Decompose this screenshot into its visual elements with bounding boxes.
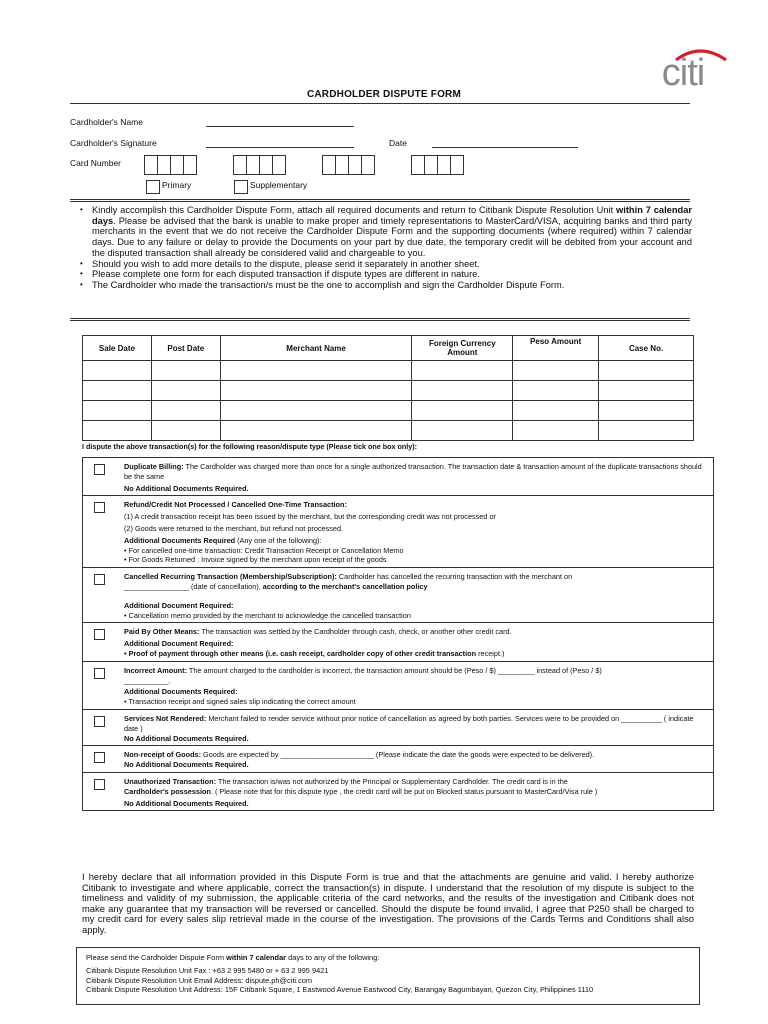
reason-5-text-2: ___________. xyxy=(124,675,171,685)
reason-1-text: The Cardholder was charged more than once for a single authorized transaction. The transaction date & transaction amount of the duplicate transactions should be the same xyxy=(124,462,702,481)
table-cell[interactable] xyxy=(412,361,513,381)
instruction-2: • Should you wish to add more details to the dispute, please send it separately in another sheet. xyxy=(80,259,692,270)
cardholder-signature-field[interactable] xyxy=(206,147,354,148)
form-title: CARDHOLDER DISPUTE FORM xyxy=(306,89,462,100)
instruction-3: • Please complete one form for each disputed transaction if dispute types are different in nature. xyxy=(80,269,692,280)
instruction-4: • The Cardholder who made the transaction/s must be the one to accomplish and sign the Cardholder Dispute Form. xyxy=(80,280,692,291)
table-cell[interactable] xyxy=(151,381,220,401)
refund-not-processed-checkbox[interactable] xyxy=(94,502,105,513)
reason-3-title: Cancelled Recurring Transaction (Membership/Subscription): xyxy=(124,572,337,582)
citi-logo-text: citi xyxy=(661,52,705,88)
table-cell[interactable] xyxy=(599,421,694,441)
transaction-table xyxy=(82,335,694,441)
table-cell[interactable] xyxy=(412,401,513,421)
card-number-group-4[interactable] xyxy=(411,155,464,175)
instructions-top-rule xyxy=(70,199,690,202)
table-cell[interactable] xyxy=(220,421,412,441)
cardholder-name-label: Cardholder's Name xyxy=(70,117,143,127)
date-label: Date xyxy=(389,138,407,148)
reason-2-doc-2: • For Goods Returned : Invoice signed by the merchant upon receipt of the goods xyxy=(124,555,387,565)
reason-services-not-rendered xyxy=(83,710,713,746)
primary-label: Primary xyxy=(162,180,192,190)
reason-8-text: The transaction is/was not authorized by the Principal or Supplementary Cardholder. The credit card is in the xyxy=(216,776,568,786)
table-cell[interactable] xyxy=(513,361,599,381)
header-post-date: Post Date xyxy=(151,336,220,361)
table-row xyxy=(83,421,694,441)
table-row xyxy=(83,381,694,401)
table-row xyxy=(83,401,694,421)
reason-8-title: Unauthorized Transaction: xyxy=(124,776,217,786)
table-cell[interactable] xyxy=(83,361,152,381)
footer-address: Citibank Dispute Resolution Unit Address: 15F Citibank Square, 1 Eastwood Avenue Eastwood City, Barangay Bagumbayan, Quezon City, Philippines 1110 xyxy=(86,985,594,995)
primary-checkbox[interactable] xyxy=(146,180,160,194)
reason-2-title: Refund/Credit Not Processed / Cancelled One-Time Transaction: xyxy=(124,500,347,510)
instruction-1-part-a: Kindly accomplish this Cardholder Dispute Form, attach all required documents and return to Citibank Dispute Resolution Unit xyxy=(92,205,617,215)
reason-1-docs: No Additional Documents Required. xyxy=(124,483,249,493)
reason-cancelled-recurring xyxy=(83,568,713,623)
reason-3-docs-label: Additional Document Required: xyxy=(124,600,234,610)
table-cell[interactable] xyxy=(151,401,220,421)
instructions-list xyxy=(80,205,692,291)
table-cell[interactable] xyxy=(412,421,513,441)
reason-2-line-1: (1) A credit transaction receipt has been issued by the merchant, but the corresponding credit was not processed or xyxy=(124,512,496,522)
table-row xyxy=(83,361,694,381)
reason-non-receipt-of-goods xyxy=(83,746,713,773)
table-cell[interactable] xyxy=(151,421,220,441)
reason-4-docs-label: Additional Document Required: xyxy=(124,639,234,649)
table-cell[interactable] xyxy=(83,401,152,421)
duplicate-billing-checkbox[interactable] xyxy=(94,464,105,475)
table-cell[interactable] xyxy=(599,401,694,421)
reason-4-doc-1: • Proof of payment through other means (i.e. cash receipt, cardholder copy of other credit transaction xyxy=(124,648,477,658)
cardholder-name-field[interactable] xyxy=(206,126,354,127)
table-cell[interactable] xyxy=(412,381,513,401)
table-cell[interactable] xyxy=(220,401,412,421)
reason-6-text: Merchant failed to render service without prior notice of cancellation as agreed by both parties. Services were to be provided on __________ ( indicate date ) xyxy=(124,713,694,733)
title-rule xyxy=(70,103,690,104)
reason-6-title: Services Not Rendered: xyxy=(124,713,207,723)
reason-1-title: Duplicate Billing: xyxy=(124,462,184,471)
cancelled-recurring-checkbox[interactable] xyxy=(94,574,105,585)
reason-5-text: The amount charged to the cardholder is incorrect, the transaction amount should be (Peso / $) _________ instead of (Peso / $) xyxy=(186,665,602,675)
reason-unauthorized-transaction xyxy=(83,773,713,810)
instruction-1-deadline: within 7 calendar days xyxy=(92,205,692,226)
table-cell[interactable] xyxy=(83,421,152,441)
reason-2-docs-label: Additional Documents Required xyxy=(124,535,236,545)
reason-paid-by-other-means xyxy=(83,623,713,661)
reason-5-docs-label: Additional Documents Required: xyxy=(124,687,238,697)
reason-3-text-3: according to the merchant's cancellation policy xyxy=(262,581,428,591)
incorrect-amount-checkbox[interactable] xyxy=(94,668,105,679)
footer-intro-c: days to any of the following: xyxy=(286,953,380,962)
table-cell[interactable] xyxy=(513,401,599,421)
reason-5-title: Incorrect Amount: xyxy=(124,665,187,675)
table-cell[interactable] xyxy=(599,361,694,381)
reason-2-docs-suffix: (Any one of the following): xyxy=(235,535,322,545)
reason-3-doc-1: • Cancellation memo provided by the merchant to acknowledge the cancelled transaction xyxy=(124,610,411,620)
header-foreign-currency-amount: Foreign Currency Amount xyxy=(412,336,513,361)
reason-8-title-2: Cardholder's possession xyxy=(124,786,211,796)
header-peso-amount: Peso Amount xyxy=(513,336,599,361)
reasons-intro: I dispute the above transaction(s) for the following reason/dispute type (Please tick one box only): xyxy=(82,442,418,451)
reason-4-doc-1-end: receipt.) xyxy=(476,648,505,658)
date-field[interactable] xyxy=(432,147,578,148)
table-cell[interactable] xyxy=(151,361,220,381)
reason-3-text-1: Cardholder has cancelled the recurring transaction with the merchant on xyxy=(336,572,573,582)
cardholder-signature-label: Cardholder's Signature xyxy=(70,138,157,148)
instruction-1-part-c: . Please be advised that the bank is unable to make proper and timely representations to MasterCard/VISA, acquiring banks and third party merchants in the event that we do not receive the Cardholder Dispute Form and the supporting documents (where required) within 7 calendar days. Due to any failure or delay to provide the Documents on your part by due date, the temporary credit will be debited from your account and the disputed transaction shall already be considered valid and chargeable to you. xyxy=(92,215,692,258)
footer-intro-b: within 7 calendar xyxy=(226,953,287,962)
instruction-1 xyxy=(80,205,692,259)
reason-2-line-2: (2) Goods were returned to the merchant, but refund not processed. xyxy=(124,523,344,533)
reason-4-text: The transaction was settled by the Cardholder through cash, check, or another other credit card. xyxy=(199,627,512,637)
reason-8-docs: No Additional Documents Required. xyxy=(124,798,249,808)
table-cell[interactable] xyxy=(220,381,412,401)
supplementary-label: Supplementary xyxy=(250,180,308,190)
paid-by-other-means-checkbox[interactable] xyxy=(94,629,105,640)
reason-7-docs: No Additional Documents Required. xyxy=(124,760,249,770)
reason-4-title: Paid By Other Means: xyxy=(124,627,200,637)
reason-incorrect-amount xyxy=(83,662,713,710)
table-cell[interactable] xyxy=(513,381,599,401)
card-number-group-1[interactable] xyxy=(144,155,197,175)
dispute-reasons-box xyxy=(82,457,714,811)
non-receipt-of-goods-checkbox[interactable] xyxy=(94,752,105,763)
transaction-table-header xyxy=(83,336,694,361)
reason-refund-not-processed xyxy=(83,496,713,568)
reason-7-title: Non-receipt of Goods: xyxy=(124,750,202,760)
citi-logo xyxy=(628,48,738,88)
card-number-group-2[interactable] xyxy=(233,155,286,175)
table-cell[interactable] xyxy=(599,381,694,401)
reason-2-doc-1: • For cancelled one-time transaction: Credit Transaction Receipt or Cancellation Memo xyxy=(124,545,404,555)
table-cell[interactable] xyxy=(83,381,152,401)
footer-contact-box xyxy=(76,947,700,1005)
header-case-no: Case No. xyxy=(599,336,694,361)
header-merchant-name: Merchant Name xyxy=(220,336,412,361)
unauthorized-transaction-checkbox[interactable] xyxy=(94,779,105,790)
declaration-text: I hereby declare that all information provided in this Dispute Form is true and that the attachments are genuine and valid. I hereby authorize Citibank to investigate and where applicable, correct the transaction(s) in dispute. I understand that the resolution of my dispute is subject to the timeliness and validity of my submission, the applicable criteria of the card networks, and the results of the investigation and Citibank does not make any guarantee that my transaction will be reversed or cancelled. Should the dispute be found invalid, I agree that P250 shall be charged to my credit card for every sales slip retrieval made in the course of the investigation. The provisions of the Cards Terms and Conditions shall also apply. xyxy=(82,871,694,935)
card-number-group-3[interactable] xyxy=(322,155,375,175)
services-not-rendered-checkbox[interactable] xyxy=(94,716,105,727)
reason-5-doc-1: • Transaction receipt and signed sales slip indicating the correct amount xyxy=(124,697,356,707)
footer-fax: Citibank Dispute Resolution Unit Fax : +63 2 995 5480 or + 63 2 995 9421 xyxy=(86,966,329,976)
supplementary-checkbox[interactable] xyxy=(234,180,248,194)
instructions-bottom-rule xyxy=(70,318,690,321)
reason-3-text-2: ________________ (date of cancellation), xyxy=(124,581,263,591)
footer-email: Citibank Dispute Resolution Unit Email Address: dispute.ph@citi.com xyxy=(86,975,313,985)
table-cell[interactable] xyxy=(220,361,412,381)
footer-intro-a: Please send the Cardholder Dispute Form xyxy=(86,953,227,962)
footer-intro xyxy=(86,953,690,962)
header-sale-date: Sale Date xyxy=(83,336,152,361)
reason-6-docs: No Additional Documents Required. xyxy=(124,733,249,743)
reason-7-text: Goods are expected by _______________________ (Please indicate the date the goods were expected to be delivered). xyxy=(201,750,595,760)
reason-8-text-2: . ( Please note that for this dispute type , the credit card will be put on Blocked status pursuant to MasterCard/Visa rule ) xyxy=(210,786,598,796)
reason-duplicate-billing xyxy=(83,458,713,496)
card-number-label: Card Number xyxy=(70,158,122,168)
table-cell[interactable] xyxy=(513,421,599,441)
